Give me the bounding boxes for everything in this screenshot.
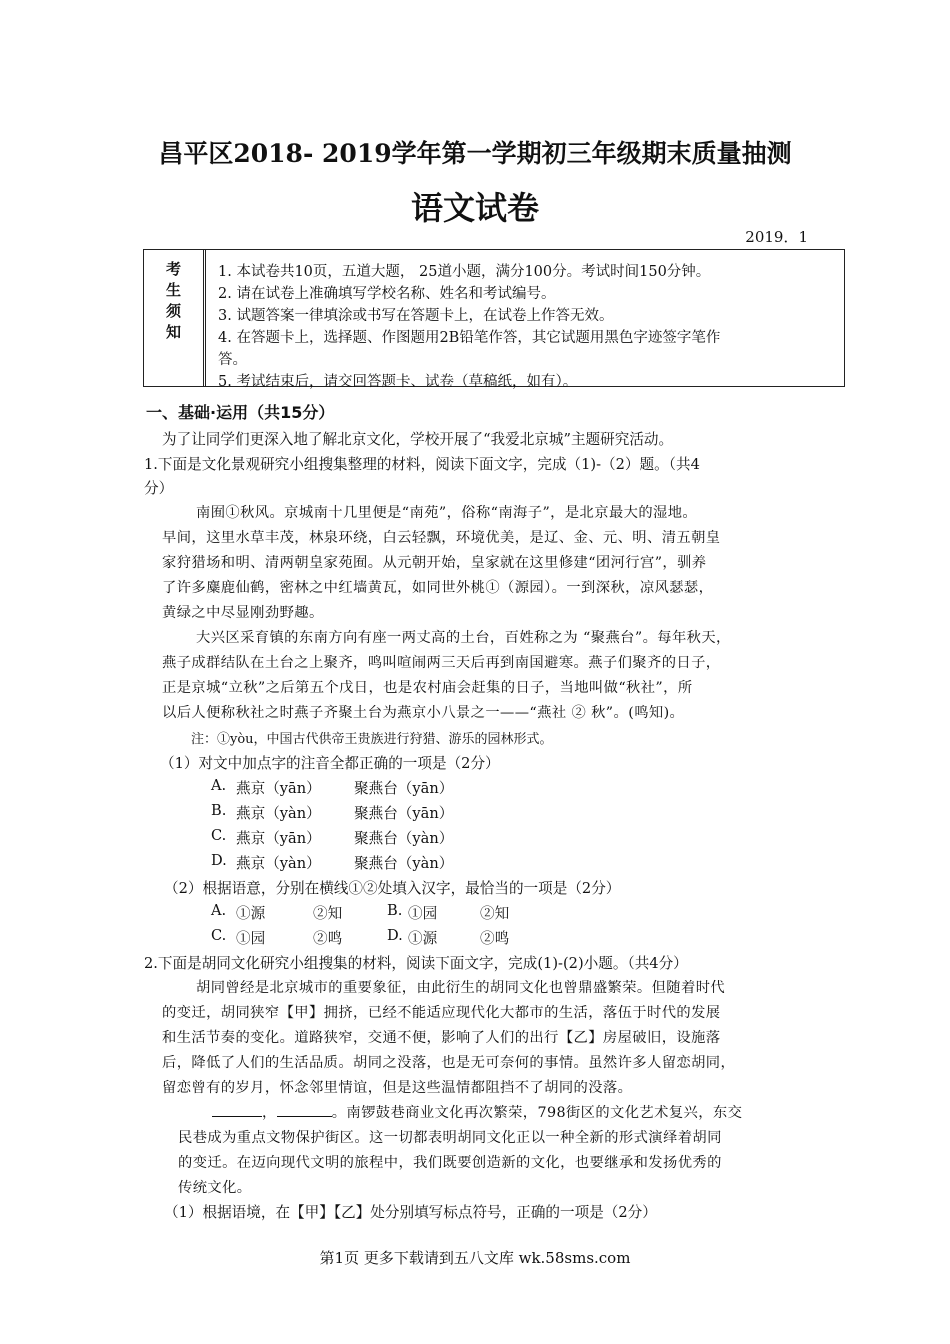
notice-item: 3. 试题答案一律填涂或书写在答题卡上，在试卷上作答无效。 <box>218 308 614 324</box>
exam-title: 昌平区2018- 2019学年第一学期初三年级期末质量抽测 <box>158 139 792 168</box>
passage-line: 正是京城“立秋”之后第五个戊日，也是农村庙会赶集的日子，当地叫做“秋社”，所 <box>162 680 693 696</box>
passage-line: 黄绿之中尽显刚劲野趣。 <box>162 605 324 621</box>
option-text: 聚燕台（yàn） <box>354 855 454 872</box>
notice-label-char: 生 <box>165 281 181 299</box>
question-1-stem: 1.下面是文化景观研究小组搜集整理的材料，阅读下面文字，完成（1)-（2）题。（共4 <box>144 456 700 473</box>
option-letter[interactable]: B. <box>387 902 403 919</box>
blank-separator: ， <box>262 1105 277 1121</box>
passage-line: 留恋曾有的岁月，怀念邻里情谊，但是这些温情都阻挡不了胡同的没落。 <box>162 1080 633 1096</box>
option-letter[interactable]: D. <box>211 852 227 869</box>
section-intro: 为了让同学们更深入地了解北京文化，学校开展了“我爱北京城”主题研究活动。 <box>162 431 674 448</box>
passage-line: 燕子成群结队在土台之上聚齐，鸣叫喧闹两三天后再到南国避寒。燕子们聚齐的日子， <box>162 655 721 671</box>
passage-line: 的变迁，胡同狭窄【甲】拥挤，已经不能适应现代化大都市的生活，落伍于时代的发展 <box>162 1005 721 1021</box>
option-text: 燕京（yàn） <box>236 805 321 822</box>
option-text: 燕京（yàn） <box>236 855 321 872</box>
option-letter[interactable]: D. <box>387 927 403 944</box>
option-text: 聚燕台（yān） <box>354 805 454 822</box>
passage-line: 家狩猎场和明、清两朝皇家苑囿。从元朝开始，皇家就在这里修建“团河行宫”，驯养 <box>162 555 707 571</box>
paper-subject-title: 语文试卷 <box>410 189 539 227</box>
notice-label-cell <box>144 250 206 386</box>
option-text: ②知 <box>313 905 343 922</box>
fill-blank[interactable] <box>212 1102 262 1117</box>
option-text: 聚燕台（yān） <box>354 780 454 797</box>
notice-label-char: 考 <box>165 260 181 278</box>
passage-line: 以后人便称秋社之时燕子齐聚土台为燕京小八景之一——“燕社 ② 秋”。(鸣知)。 <box>162 705 685 721</box>
question-1-stem-cont: 分） <box>144 480 174 497</box>
notice-item: 4. 在答题卡上，选择题、作图题用2B铅笔作答，其它试题用黑色字迹签字笔作 <box>218 330 721 346</box>
passage-line: 南囿①秋风。京城南十几里便是“南苑”，俗称“南海子”，是北京最大的湿地。 <box>196 505 698 521</box>
option-text: 聚燕台（yàn） <box>354 830 454 847</box>
passage-line: 了许多麋鹿仙鹤，密林之中红墙黄瓦，如同世外桃①（源园）。一到深秋，凉风瑟瑟， <box>162 580 714 596</box>
question-1-sub2-stem: （2）根据语意，分别在横线①②处填入汉字，最恰当的一项是（2分） <box>164 880 621 897</box>
option-letter[interactable]: C. <box>211 827 227 844</box>
option-text: ②鸣 <box>480 930 510 947</box>
passage-line: 民巷成为重点文物保护街区。这一切都表明胡同文化正以一种全新的形式演绎着胡同 <box>178 1130 722 1146</box>
notice-item: 1. 本试卷共10页，五道大题， 25道小题，满分100分。考试时间150分钟。 <box>218 264 711 280</box>
passage-line: 传统文化。 <box>178 1180 252 1196</box>
passage-line: 的变迁。在迈向现代文明的旅程中，我们既要创造新的文化，也要继承和发扬优秀的 <box>178 1155 722 1171</box>
notice-label-char: 须 <box>165 302 181 320</box>
option-text: ②知 <box>480 905 510 922</box>
section-heading: 一、基础·运用（共15分） <box>146 403 335 422</box>
question-2-sub1-stem: （1）根据语境，在【甲】【乙】处分别填写标点符号，正确的一项是（2分） <box>164 1204 657 1221</box>
page-footer: 第1页 更多下载请到五八文库 wk.58sms.com <box>319 1249 631 1267</box>
option-text: ①源 <box>408 930 438 947</box>
passage-line: 和生活节奏的变化。道路狭窄，交通不便，影响了人们的出行【乙】房屋破旧，设施落 <box>162 1030 721 1046</box>
option-text: ①园 <box>408 905 438 922</box>
option-text: ①源 <box>236 905 266 922</box>
option-letter[interactable]: A. <box>211 777 227 794</box>
option-text: 燕京（yān） <box>236 780 321 797</box>
notice-item: 5. 考试结束后，请交回答题卡、试卷（草稿纸，如有）。 <box>218 374 578 390</box>
passage-text: 。南锣鼓巷商业文化再次繁荣，798街区的文化艺术复兴，东交 <box>331 1105 743 1121</box>
exam-date: 2019．1 <box>745 228 808 246</box>
passage-line: 大兴区采育镇的东南方向有座一两丈高的土台，百姓称之为 “聚燕台”。每年秋天， <box>196 630 731 646</box>
footnote: 注：①yòu，中国古代供帝王贵族进行狩猎、游乐的园林形式。 <box>191 732 553 747</box>
passage-line: 后，降低了人们的生活品质。胡同之没落，也是无可奈何的事情。虽然许多人留恋胡同， <box>162 1055 736 1071</box>
option-text: ①园 <box>236 930 266 947</box>
question-2-stem: 2.下面是胡同文化研究小组搜集的材料，阅读下面文字，完成(1)-(2)小题。（共4分） <box>144 955 688 972</box>
option-text: ②鸣 <box>313 930 343 947</box>
passage-line-with-blanks <box>212 1102 742 1122</box>
passage-line: 胡同曾经是北京城市的重要象征，由此衍生的胡同文化也曾鼎盛繁荣。但随着时代 <box>196 980 726 996</box>
exam-notice-box <box>143 249 845 390</box>
fill-blank[interactable] <box>277 1102 332 1117</box>
notice-item: 答。 <box>218 352 247 368</box>
option-text: 燕京（yān） <box>236 830 321 847</box>
question-1-sub1-stem: （1）对文中加点字的注音全都正确的一项是（2分） <box>160 755 500 772</box>
notice-item: 2. 请在试卷上准确填写学校名称、姓名和考试编号。 <box>218 286 556 302</box>
option-letter[interactable]: A. <box>211 902 227 919</box>
passage-line: 早间，这里水草丰茂，林泉环绕，白云轻飘，环境优美，是辽、金、元、明、清五朝皇 <box>162 530 721 546</box>
notice-label-char: 知 <box>165 323 181 341</box>
option-letter[interactable]: C. <box>211 927 227 944</box>
option-letter[interactable]: B. <box>211 802 227 819</box>
